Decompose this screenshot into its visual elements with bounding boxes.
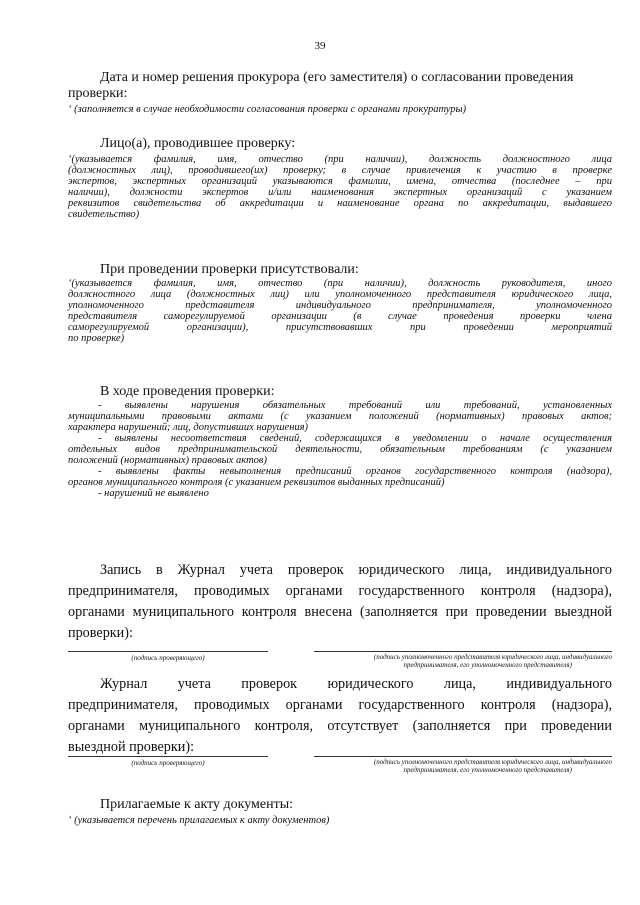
signature-caption-inspector: (подпись проверяющего): [131, 654, 205, 662]
prosecutor-line-2: проверки:: [68, 86, 128, 101]
signature-line-inspector: [68, 651, 268, 652]
inspector-note: ʻ(указывается фамилия, имя, отчество (при наличии), должность должностного лица (должностных лиц), проводившего(их) проверку; в случае привлечения к участию в проверке экспертов, экспертных организаций указываются фамилии, имена, отчества (последнее – при наличии), должности экспертов и/или наименования экспертных организаций с указанием реквизитов свидетельства об аккредитации и наименование органа по аккредитации, выдавшего свидетельство): [68, 154, 612, 220]
footnote-mark: ʻ: [68, 104, 75, 115]
signature-caption-inspector: (подпись проверяющего): [131, 759, 205, 767]
present-heading: При проведении проверки присутствовали:: [100, 262, 359, 277]
finding-item: - выявлены несоответствия сведений, содержащихся в уведомлении о начале осуществления отдельных видов предпринимательской деятельности, обязательным требованиям (с указанием положений (нормативных) правовых актов): [68, 433, 612, 466]
footnote-mark: ʻ: [68, 154, 72, 165]
findings-list: [68, 400, 612, 499]
finding-item: - выявлены факты невыполнения предписаний органов государственного контроля (надзора), органов муниципального контроля (с указанием реквизитов выданных предписаний): [68, 466, 612, 488]
page-number: 39: [314, 40, 326, 52]
present-note: ʻ(указывается фамилия, имя, отчество (при наличии), должность руководителя, иного должностного лица (должностных лиц) или уполномоченного представителя юридического лица, уполномоченного представителя индивидуального предпринимателя, уполномоченного представителя саморегулируемой организации (в случае проведения проверки члена саморегулируемой организации), присутствовавших при проведении мероприятий по проверке): [68, 278, 612, 344]
attachments-heading: Прилагаемые к акту документы:: [100, 797, 294, 812]
attachments-note: ʻ (указывается перечень прилагаемых к акту документов): [68, 815, 330, 826]
prosecutor-line-1: Дата и номер решения прокурора (его заместителя) о согласовании проведения: [100, 70, 574, 85]
footnote-mark: ʻ: [68, 815, 75, 826]
finding-item: - выявлены нарушения обязательных требований или требований, установленных муниципальными правовыми актами (с указанием положений (нормативных) правовых актов; характера нарушений; лиц, допустивших нарушения): [68, 400, 612, 433]
signature-line-inspector: [68, 756, 268, 757]
inspector-heading: Лицо(а), проводившее проверку:: [100, 136, 296, 151]
journal-absent-paragraph: Журнал учета проверок юридического лица, индивидуального предпринимателя, проводимых органами государственного контроля (надзора), органами муниципального контроля, отсутствует (заполняется при проведении выездной проверки):: [68, 676, 612, 755]
finding-item: - нарушений не выявлено: [98, 488, 209, 499]
footnote-mark: ʻ: [68, 278, 72, 289]
signature-line-representative: [314, 651, 612, 652]
signature-line-representative: [314, 756, 612, 757]
journal-made-paragraph: Запись в Журнал учета проверок юридического лица, индивидуального предпринимателя, проводимых органами государственного контроля (надзора), органами муниципального контроля внесена (заполняется при проведении выездной проверки):: [68, 562, 612, 641]
prosecutor-note: ʻ (заполняется в случае необходимости согласования проверки с органами прокуратуры): [68, 104, 467, 115]
findings-heading: В ходе проведения проверки:: [100, 384, 275, 399]
signature-caption-representative: (подпись уполномоченного представителя юридического лица, индивидуального предпринимателя, его уполномоченного представителя): [373, 653, 612, 669]
signature-caption-representative: (подпись уполномоченного представителя юридического лица, индивидуального предпринимателя, его уполномоченного представителя): [373, 758, 612, 774]
